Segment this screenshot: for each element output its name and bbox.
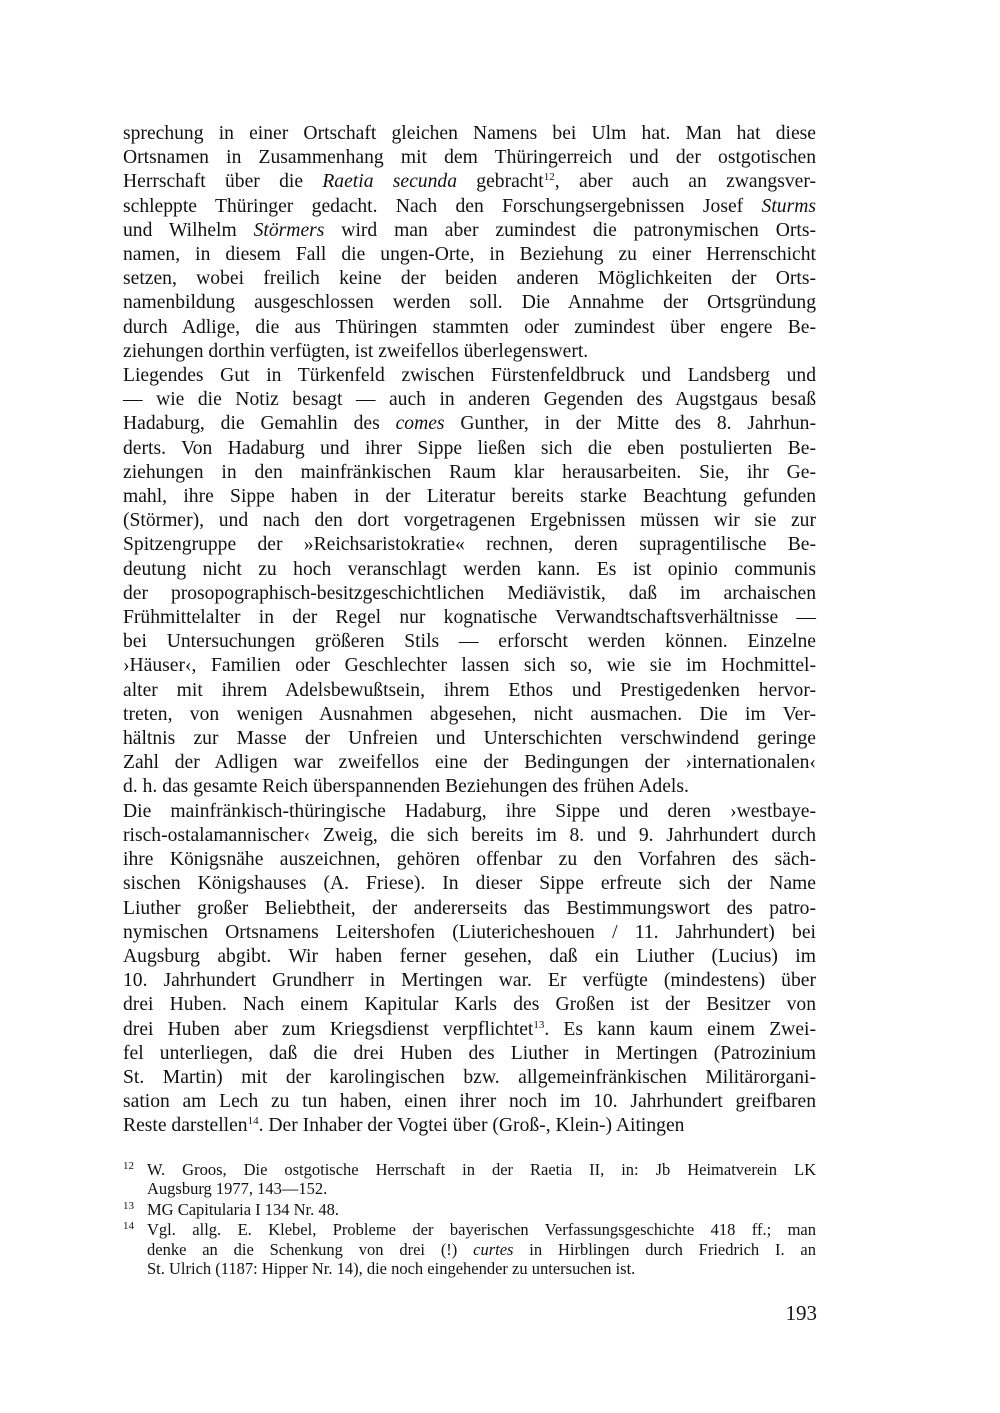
text-segment: (Störmer), und nach den dort vorgetragenen Ergebnissen müssen wir sie zur xyxy=(123,510,816,532)
text-segment: . Der Inhaber der Vogtei über (Groß-, Klein-) Aitingen xyxy=(258,1115,685,1137)
text-line xyxy=(123,219,816,243)
text-segment: Vgl. allg. E. Klebel, Probleme der bayerischen Verfassungsgeschichte 418 ff.; man xyxy=(147,1220,816,1240)
text-segment: mahl, ihre Sippe haben in der Literatur bereits starke Beachtung gefunden xyxy=(123,486,816,508)
text-line xyxy=(123,122,816,146)
text-line xyxy=(123,558,816,582)
text-segment: W. Groos, Die ostgotische Herrschaft in der Raetia II, in: Jb Heimatverein LK xyxy=(147,1160,816,1179)
text-segment: derts. Von Hadaburg und ihrer Sippe ließen sich die eben postulierten Be- xyxy=(123,437,816,459)
text-segment: wird man aber zumindest die patronymischen Orts- xyxy=(324,219,816,241)
text-segment: in Hirblingen durch Friedrich I. an xyxy=(513,1239,816,1259)
italic-text: curtes xyxy=(473,1239,514,1259)
text-line xyxy=(123,364,816,388)
italic-text: comes xyxy=(395,413,445,435)
text-line xyxy=(123,461,816,485)
text-segment: fel unterliegen, daß die drei Huben des Liuther in Mertingen (Patrozinium xyxy=(123,1042,816,1064)
footnote-reference: 14 xyxy=(247,1115,259,1128)
text-segment: ziehungen in den mainfränkischen Raum klar herausarbeiten. Sie, ihr Ge- xyxy=(123,461,816,483)
text-segment: schleppte Thüringer gedacht. Nach den Forschungsergebnissen Josef xyxy=(123,195,762,217)
text-segment: drei Huben. Nach einem Kapitular Karls des Großen ist der Besitzer von xyxy=(123,994,816,1016)
text-segment: Augsburg abgibt. Wir haben ferner gesehen, daß ein Liuther (Lucius) im xyxy=(123,945,816,967)
text-line xyxy=(123,412,816,436)
text-segment: hältnis zur Masse der Unfreien und Unterschichten verschwindend geringe xyxy=(123,728,816,750)
text-segment: Hadaburg, die Gemahlin des xyxy=(123,413,396,435)
text-line xyxy=(123,243,816,267)
footnotes xyxy=(123,1160,816,1279)
text-line xyxy=(123,800,816,824)
text-line xyxy=(123,897,816,921)
text-segment: — wie die Notiz besagt — auch in anderen Gegenden des Augstgaus besaß xyxy=(123,389,816,411)
footnote-reference: 12 xyxy=(543,171,555,184)
text-line xyxy=(123,316,816,340)
text-segment: Die mainfränkisch-thüringische Hadaburg, ihre Sippe und deren ›westbaye- xyxy=(123,800,816,822)
body-text xyxy=(123,122,816,1139)
text-line xyxy=(123,291,816,315)
text-line xyxy=(123,1018,816,1042)
footnote-line xyxy=(147,1179,816,1198)
text-segment: MG Capitularia I 134 Nr. 48. xyxy=(147,1199,340,1219)
footnote-line xyxy=(147,1240,816,1259)
text-segment: sprechung in einer Ortschaft gleichen Namens bei Ulm hat. Man hat diese xyxy=(123,123,816,144)
text-segment: ziehungen dorthin verfügten, ist zweifellos überlegenswert. xyxy=(123,340,589,362)
text-line xyxy=(123,679,816,703)
text-line xyxy=(123,654,816,678)
text-segment: St. Martin) mit der karolingischen bzw. allgemeinfränkischen Militärorgani- xyxy=(123,1066,816,1088)
text-segment: setzen, wobei freilich keine der beiden anderen Möglichkeiten der Orts- xyxy=(123,268,816,290)
text-segment: risch-ostalamannischer‹ Zweig, die sich bereits im 8. und 9. Jahrhundert durch xyxy=(123,824,816,846)
text-line xyxy=(123,848,816,872)
text-segment: Zahl der Adligen war zweifellos eine der Bedingungen der ›internationalen‹ xyxy=(123,752,816,774)
text-line xyxy=(123,485,816,509)
text-segment: . Es kann kaum einem Zwei- xyxy=(544,1018,816,1040)
text-segment: namenbildung ausgeschlossen werden soll. Die Annahme der Ortsgründung xyxy=(123,292,816,314)
footnote-number: 13 xyxy=(123,1199,134,1212)
text-segment: bei Untersuchungen größeren Stils — erforscht werden können. Einzelne xyxy=(123,631,816,653)
text-line xyxy=(123,340,816,364)
footnote-line xyxy=(147,1259,816,1278)
italic-text: Sturms xyxy=(761,195,816,217)
text-segment: Augsburg 1977, 143—152. xyxy=(147,1179,328,1199)
text-segment: treten, von wenigen Ausnahmen abgesehen, nicht ausmachen. Die im Ver- xyxy=(123,703,816,725)
text-segment: drei Huben aber zum Kriegsdienst verpflichtet xyxy=(123,1018,534,1040)
text-line xyxy=(123,437,816,461)
text-line xyxy=(123,195,816,219)
text-line xyxy=(123,824,816,848)
footnote-line xyxy=(147,1160,816,1179)
text-line xyxy=(123,388,816,412)
text-segment: ihre Königsnähe auszeichnen, gehören offenbar zu den Vorfahren des säch- xyxy=(123,849,816,871)
text-segment: St. Ulrich (1187: Hipper Nr. 14), die noch eingehender zu untersuchen ist. xyxy=(147,1259,636,1279)
text-segment: 10. Jahrhundert Grundherr in Mertingen war. Er verfügte (mindestens) über xyxy=(123,970,816,992)
text-line xyxy=(123,1114,816,1138)
text-line xyxy=(123,703,816,727)
italic-text: Raetia secunda xyxy=(322,171,457,193)
text-segment: alter mit ihrem Adelsbewußtsein, ihrem Ethos und Prestigedenken hervor- xyxy=(123,679,816,701)
paragraph xyxy=(123,364,816,800)
text-segment: Liuther großer Beliebtheit, der andererseits das Bestimmungswort des patro- xyxy=(123,897,816,919)
footnote-line xyxy=(147,1200,816,1219)
footnote xyxy=(123,1220,816,1278)
paragraph xyxy=(123,122,816,364)
text-line xyxy=(123,630,816,654)
text-line xyxy=(123,727,816,751)
text-segment: Gunther, in der Mitte des 8. Jahrhun- xyxy=(444,413,816,435)
footnote-reference: 13 xyxy=(533,1018,545,1031)
text-line xyxy=(123,170,816,194)
text-line xyxy=(123,945,816,969)
text-segment: der prosopographisch-besitzgeschichtlichen Mediävistik, daß im archaischen xyxy=(123,582,816,604)
footnote-number: 12 xyxy=(123,1160,134,1172)
text-line xyxy=(123,1066,816,1090)
text-line xyxy=(123,606,816,630)
text-segment: deutung nicht zu hoch veranschlagt werden kann. Es ist opinio communis xyxy=(123,558,816,580)
page-number: 193 xyxy=(785,1301,817,1325)
text-line xyxy=(123,1090,816,1114)
text-segment: , aber auch an zwangsver- xyxy=(554,171,816,193)
text-segment: sischen Königshauses (A. Friese). In dieser Sippe erfreute sich der Name xyxy=(123,873,816,895)
text-segment: und Wilhelm xyxy=(123,219,254,241)
text-segment: sation am Lech zu tun haben, einen ihrer noch im 10. Jahrhundert greifbaren xyxy=(123,1091,816,1113)
italic-text: Störmers xyxy=(253,219,325,241)
text-segment: Liegendes Gut in Türkenfeld zwischen Fürstenfeldbruck und Landsberg und xyxy=(123,365,816,387)
text-segment: Herrschaft über die xyxy=(123,171,323,193)
text-segment: nymischen Ortsnamens Leitershofen (Liutericheshouen / 11. Jahrhundert) bei xyxy=(123,921,816,943)
text-line xyxy=(123,509,816,533)
footnote-number: 14 xyxy=(123,1220,134,1233)
text-line xyxy=(123,993,816,1017)
text-segment: Ortsnamen in Zusammenhang mit dem Thüringerreich und der ostgotischen xyxy=(123,147,816,169)
text-line xyxy=(123,751,816,775)
text-line xyxy=(123,969,816,993)
text-segment: namen, in diesem Fall die ungen-Orte, in Beziehung zu einer Herrenschicht xyxy=(123,244,816,266)
text-segment: Reste darstellen xyxy=(123,1115,248,1137)
text-line xyxy=(123,921,816,945)
text-segment: durch Adlige, die aus Thüringen stammten oder zumindest über engere Be- xyxy=(123,316,816,338)
footnote-line xyxy=(147,1220,816,1239)
footnote xyxy=(123,1160,816,1199)
text-segment: gebracht xyxy=(457,171,544,193)
text-line xyxy=(123,533,816,557)
text-line xyxy=(123,582,816,606)
text-segment: Frühmittelalter in der Regel nur kognatische Verwandtschaftsverhältnisse — xyxy=(123,607,816,629)
text-line xyxy=(123,775,816,799)
text-line xyxy=(123,1042,816,1066)
footnote xyxy=(123,1200,816,1219)
text-segment: Spitzengruppe der »Reichsaristokratie« rechnen, deren supragentilische Be- xyxy=(123,534,816,556)
text-line xyxy=(123,146,816,170)
text-segment: ›Häuser‹, Familien oder Geschlechter lassen sich so, wie sie im Hochmittel- xyxy=(123,655,816,677)
text-line xyxy=(123,872,816,896)
text-segment: d. h. das gesamte Reich überspannenden Beziehungen des frühen Adels. xyxy=(123,776,689,798)
paragraph xyxy=(123,800,816,1139)
text-segment: denke an die Schenkung von drei (!) xyxy=(147,1239,474,1259)
text-line xyxy=(123,267,816,291)
